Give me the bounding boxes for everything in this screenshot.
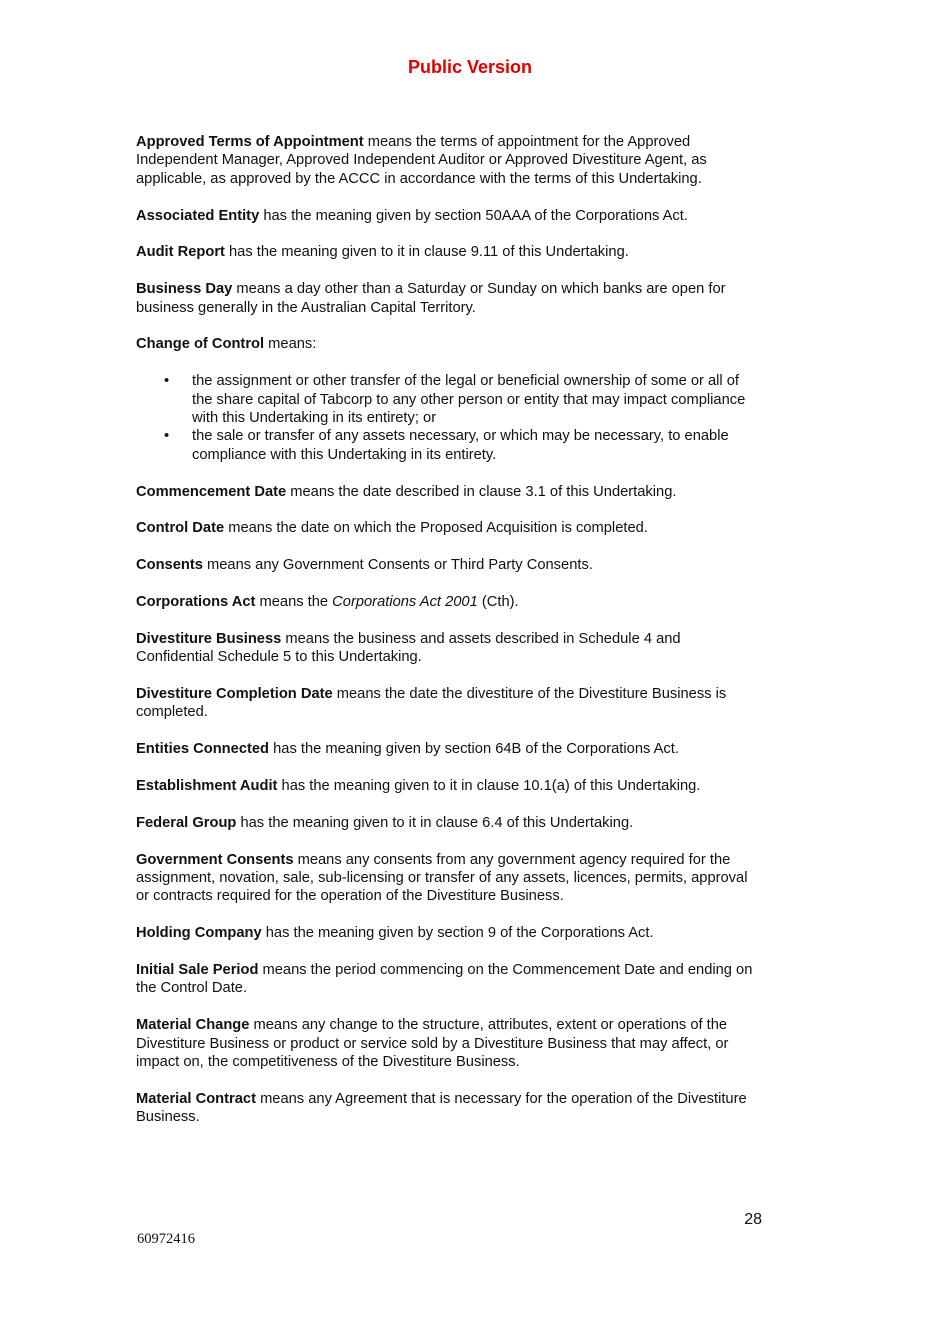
definition-entities-connected: Entities Connected has the meaning given by section 64B of the Corporations Act. (136, 741, 679, 758)
page-number: 28 (744, 1211, 762, 1228)
definition-audit-report: Audit Report has the meaning given to it in clause 9.11 of this Undertaking. (136, 244, 629, 261)
definition-associated-entity: Associated Entity has the meaning given by section 50AAA of the Corporations Act. (136, 207, 688, 224)
bullet-icon: • (164, 373, 170, 390)
change-of-control-list (136, 372, 760, 464)
definition-corporations-act: Corporations Act means the Corporations Act 2001 (Cth). (136, 594, 519, 611)
definition-federal-group: Federal Group has the meaning given to it in clause 6.4 of this Undertaking. (136, 814, 634, 831)
list-item: • the sale or transfer of any assets necessary, or which may be necessary, to enable compliance with this Undertaking in its entirety. (164, 428, 729, 463)
definition-change-of-control: Change of Control means: (136, 336, 317, 353)
definition-material-change: Material Change means any change to the structure, attributes, extent or operations of the Divestiture Business or product or service sold by a Divestiture Business that may affect, or impact on, the competitiveness of the Divestiture Business. (136, 1017, 729, 1071)
definition-government-consents: Government Consents means any consents from any government agency required for the assignment, novation, sale, sub-licensing or transfer of any assets, licences, permits, approval or contracts required for the operation of the Divestiture Business. (136, 851, 748, 905)
bullet-icon: • (164, 428, 170, 445)
definition-approved-terms-of-appointment: Approved Terms of Appointment means the terms of appointment for the Approved Independent Manager, Approved Independent Auditor or Approved Divestiture Agent, as applicable, as approved by the ACCC in accordance with the terms of this Undertaking. (136, 134, 707, 187)
definition-business-day: Business Day means a day other than a Saturday or Sunday on which banks are open for business generally in the Australian Capital Territory. (136, 281, 726, 316)
document-id: 60972416 (137, 1231, 195, 1247)
definitions-section (136, 133, 760, 1145)
definition-holding-company: Holding Company has the meaning given by section 9 of the Corporations Act. (136, 925, 654, 942)
definition-initial-sale-period: Initial Sale Period means the period commencing on the Commencement Date and ending on the Control Date. (136, 962, 753, 997)
list-item: • the assignment or other transfer of the legal or beneficial ownership of some or all of the share capital of Tabcorp to any other person or entity that may impact compliance with this Undertaking in its entirety; or (164, 373, 746, 427)
definition-control-date: Control Date means the date on which the Proposed Acquisition is completed. (136, 520, 648, 537)
definition-consents: Consents means any Government Consents or Third Party Consents. (136, 557, 593, 574)
definition-commencement-date: Commencement Date means the date described in clause 3.1 of this Undertaking. (136, 483, 677, 500)
definition-divestiture-business: Divestiture Business means the business and assets described in Schedule 4 and Confidential Schedule 5 to this Undertaking. (136, 630, 681, 666)
definition-material-contract: Material Contract means any Agreement that is necessary for the operation of the Divestiture Business. (136, 1090, 747, 1126)
definition-divestiture-completion-date: Divestiture Completion Date means the date the divestiture of the Divestiture Business is completed. (136, 686, 727, 721)
public-version-header: Public Version (407, 57, 533, 77)
definition-establishment-audit: Establishment Audit has the meaning given to it in clause 10.1(a) of this Undertaking. (136, 778, 701, 795)
